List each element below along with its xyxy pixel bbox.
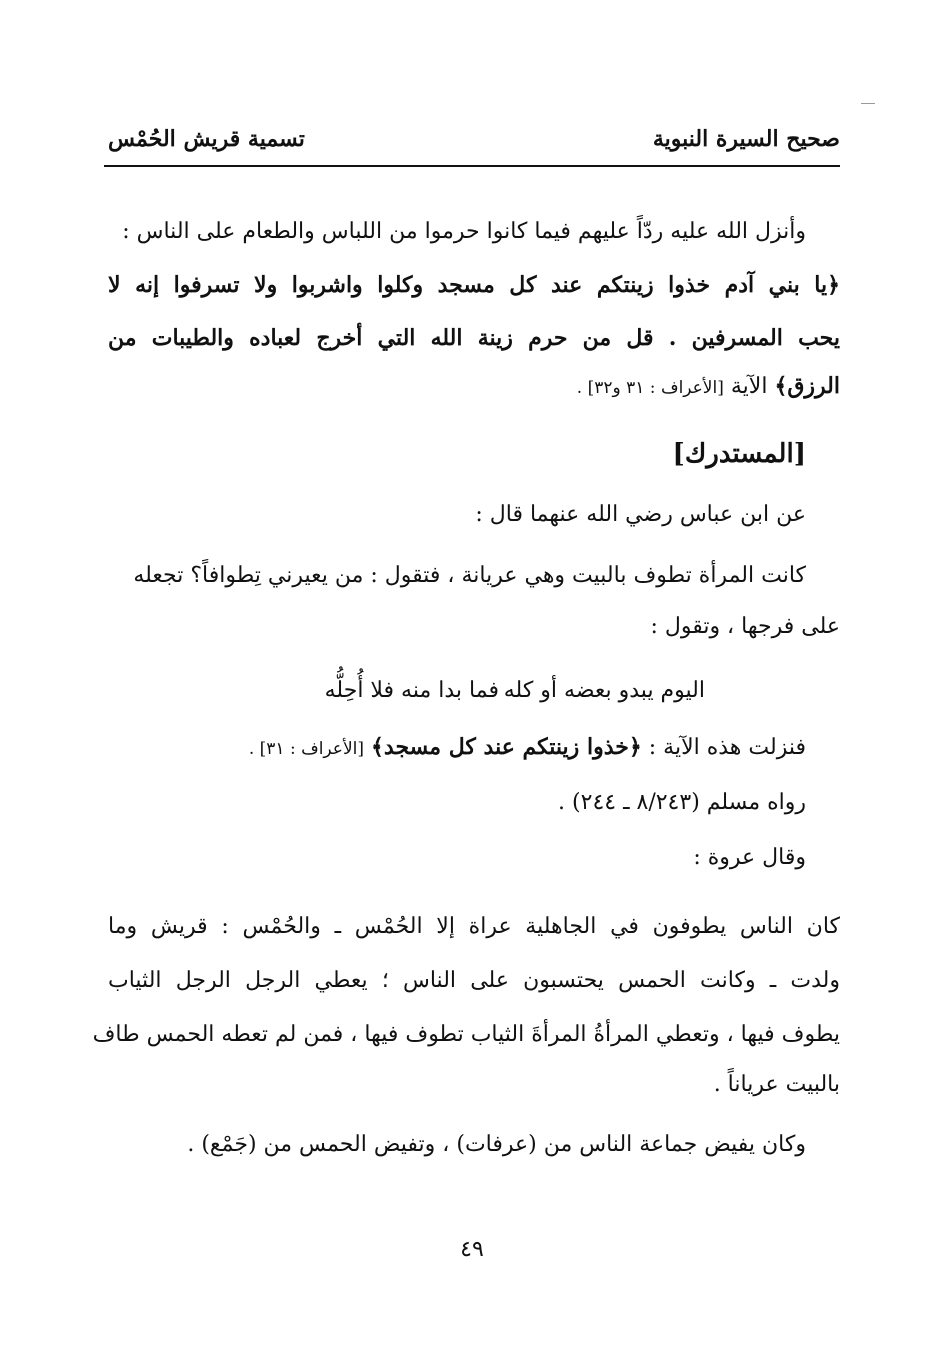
narration-intro: عن ابن عباس رضي الله عنهما قال :: [475, 502, 806, 527]
paragraph-8: وكان يفيض جماعة الناس من (عرفات) ، وتفيض الحمس من (جَمْع) .: [187, 1132, 806, 1157]
narration-intro-urwa: وقال عروة :: [693, 845, 806, 870]
quran-verse-line-2: يحب المسرفين . قل من حرم زينة الله التي أخرج لعباده والطيبات من: [108, 325, 840, 351]
paragraph-3-line-2: على فرجها ، وتقول :: [650, 614, 840, 639]
quran-verse-end: الرزق﴾: [774, 373, 840, 399]
chapter-title: تسمية قريش الحُمْس: [108, 126, 305, 152]
paragraph-7-line-1: كان الناس يطوفون في الجاهلية عراة إلا الحُمْس ـ والحُمْس : قريش وما: [108, 914, 840, 939]
section-heading: [المستدرك]: [672, 439, 806, 469]
paragraph-7-line-3: يطوف فيها ، وتعطي المرأةُ المرأةَ الثياب تطوف فيها ، فمن لم تعطه الحمس طاف: [92, 1022, 840, 1047]
running-header: [108, 126, 840, 162]
poem-hemistich-left: فما بدا منه فلا أُحِلُّه: [324, 678, 499, 703]
verse-reference: [الأعراف : ٣١] .: [248, 739, 365, 759]
poem-hemistich-right: اليوم يبدو بعضه أو كله: [503, 678, 705, 703]
paragraph-3-line-1: كانت المرأة تطوف بالبيت وهي عريانة ، فتقول : من يعيرني تِطوافاً؟ تجعله: [133, 563, 806, 588]
quran-verse-line-1: ﴿يا بني آدم خذوا زينتكم عند كل مسجد وكلوا واشربوا ولا تسرفوا إنه لا: [108, 272, 840, 298]
paragraph-7-line-4: بالبيت عرياناً .: [713, 1072, 840, 1097]
book-title: صحيح السيرة النبوية: [652, 126, 840, 152]
paragraph-1-line-1: وأنزل الله عليه ردّاً عليهم فيما كانوا حرموا من اللباس والطعام على الناس :: [122, 219, 806, 244]
revelation-intro: فنزلت هذه الآية :: [648, 735, 806, 760]
verse-label: الآية: [730, 374, 768, 399]
hadith-source: رواه مسلم (٨/٢٤٣ ـ ٢٤٤) .: [558, 790, 806, 815]
header-rule: [104, 165, 840, 167]
paragraph-7-line-2: ولدت ـ وكانت الحمس يحتسبون على الناس ؛ يعطي الرجل الرجل الثياب: [108, 968, 840, 993]
quran-quote: ﴿خذوا زينتكم عند كل مسجد﴾: [371, 734, 642, 760]
scan-mark: [861, 103, 875, 104]
page-number: ٤٩: [460, 1237, 484, 1262]
paragraph-1-line-4: [577, 368, 840, 406]
paragraph-4: [249, 729, 806, 767]
verse-reference: [الأعراف : ٣١ و٣٢] .: [576, 378, 724, 398]
